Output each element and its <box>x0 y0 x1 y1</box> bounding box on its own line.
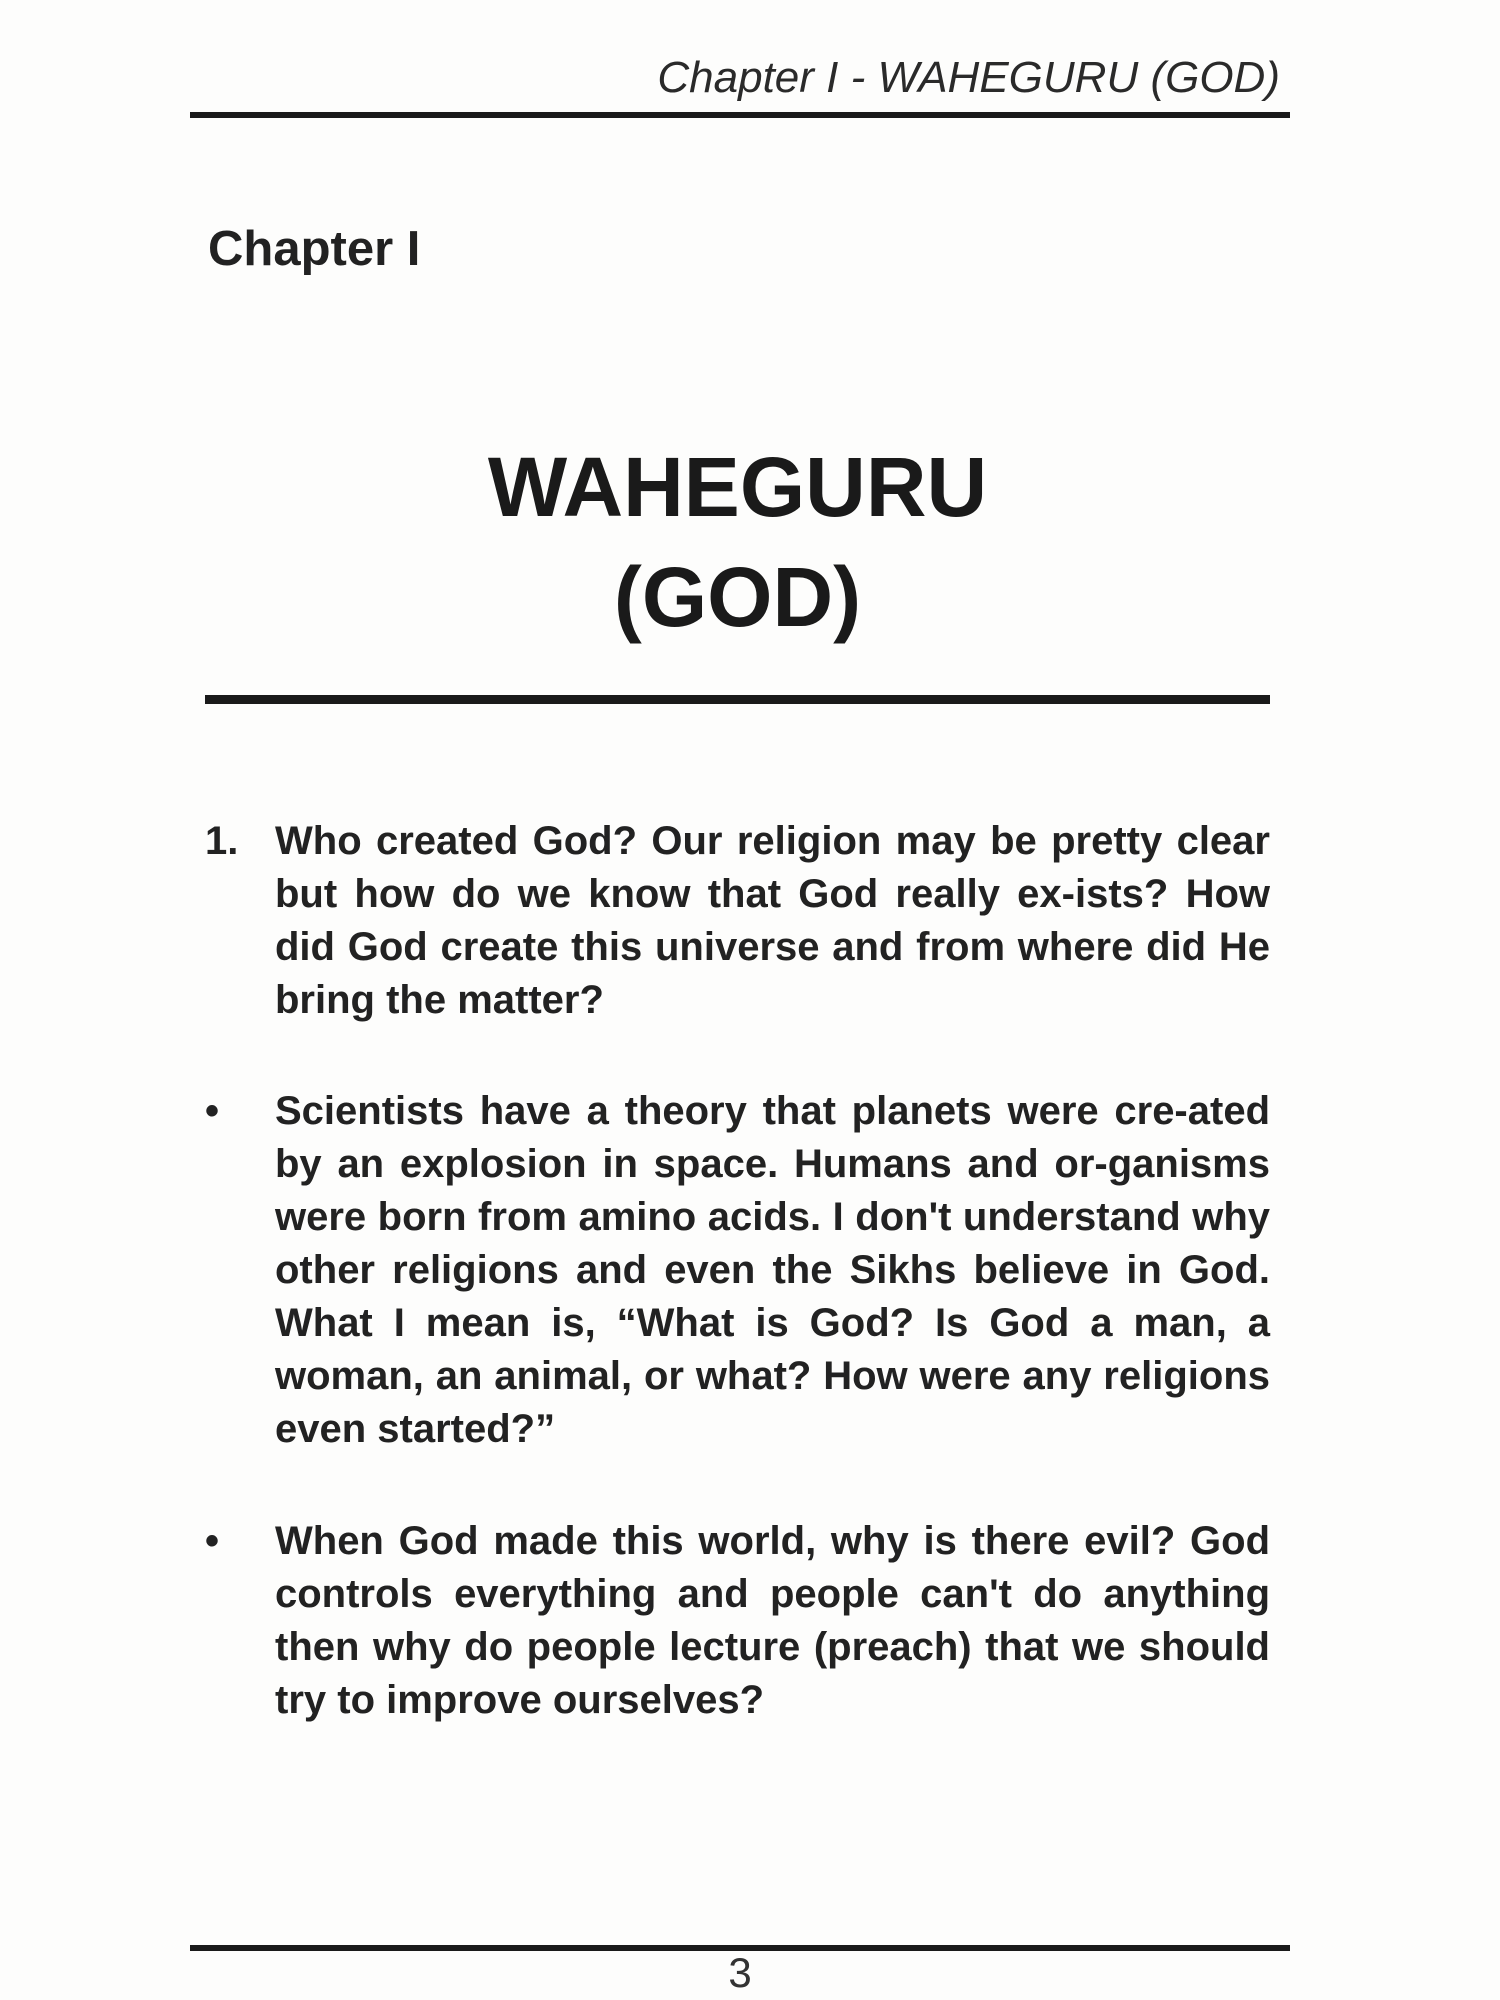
question-item <box>205 1515 1270 1727</box>
title-rule <box>205 695 1270 704</box>
question-item <box>205 815 1270 1027</box>
chapter-title-line-1: WAHEGURU <box>487 440 988 534</box>
question-text: Who created God? Our religion may be pretty clear but how do we know that God really ex-ists? How did God create this universe and from where did He bring the matter? <box>275 819 1270 1022</box>
running-header: Chapter I - WAHEGURU (GOD) <box>657 53 1280 102</box>
header-rule <box>190 112 1290 118</box>
question-item <box>205 1085 1270 1456</box>
question-text: Scientists have a theory that planets were cre-ated by an explosion in space. Humans and or-ganisms were born from amino acids. I don't understand why other religions and even the Sikhs believe in God. What I mean is, “What is God? Is God a man, a woman, an animal, or what? How were any religions even started?” <box>275 1089 1270 1451</box>
chapter-title <box>205 432 1270 652</box>
bullet-marker: • <box>205 1089 220 1133</box>
chapter-title-line-2: (GOD) <box>613 550 862 644</box>
question-text: When God made this world, why is there evil? God controls everything and people can't do anything then why do people lecture (preach) that we should try to improve ourselves? <box>275 1519 1270 1722</box>
page-number: 3 <box>728 1949 752 1996</box>
chapter-label: Chapter I <box>208 222 421 276</box>
bullet-marker: • <box>205 1519 220 1563</box>
item-number: 1. <box>205 819 239 863</box>
